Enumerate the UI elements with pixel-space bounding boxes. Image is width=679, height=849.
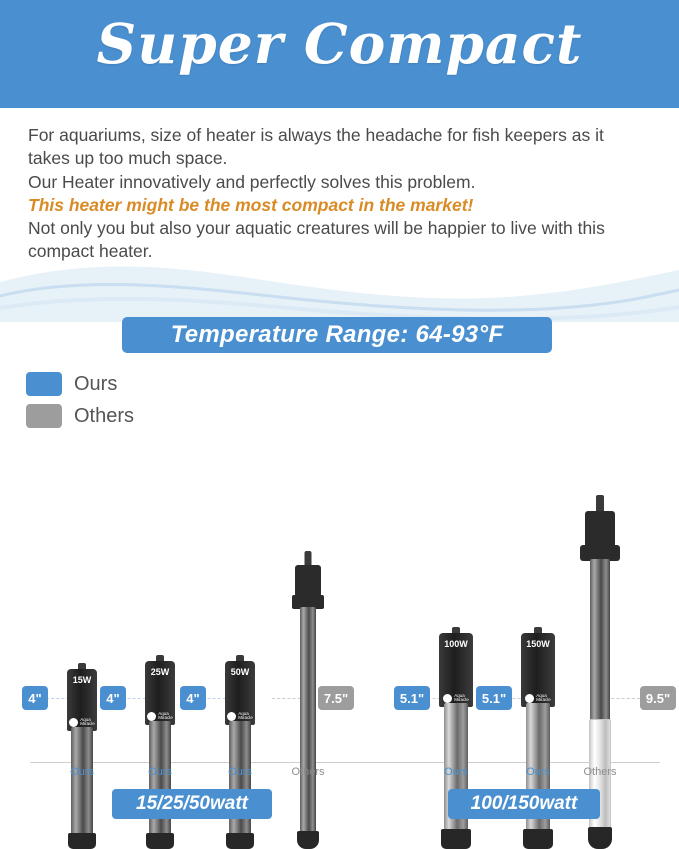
heater-foot-others-small: [297, 831, 319, 849]
brand-text: Aqua Miracle: [536, 692, 551, 703]
page-title: Super Compact: [96, 11, 583, 76]
brand-logo-icon: [147, 712, 156, 721]
heater-head-50w: [225, 661, 255, 725]
heater-cap-others-large: [585, 511, 615, 549]
brand-mark: [145, 712, 175, 721]
heater-25w: [140, 655, 180, 849]
brand-mark: [67, 718, 97, 727]
caption-50w: Ours: [228, 766, 252, 778]
dimension-badge-others-small: 7.5": [318, 686, 354, 710]
heater-15w: [62, 663, 102, 849]
heater-head-100w: [439, 633, 473, 707]
brand-text: Aqua Miracle: [454, 692, 469, 703]
brand-text: Aqua Miracle: [238, 710, 253, 721]
intro-line-2: takes up too much space.: [28, 148, 228, 169]
brand-logo-icon: [443, 694, 452, 703]
caption-15w: Ours: [70, 766, 94, 778]
heater-50w: [220, 655, 260, 849]
group-label-small: 15/25/50watt: [112, 789, 272, 819]
brand-logo-icon: [69, 718, 78, 727]
brand-mark: [439, 694, 473, 703]
heater-cap-others-small: [295, 565, 321, 597]
dimension-badge-others-large: 9.5": [640, 686, 676, 710]
intro-line-4: Not only you but also your aquatic creatures will be happier to live with this: [28, 218, 605, 239]
heater-foot-50w: [226, 833, 254, 849]
group-label-large: 100/150watt: [448, 789, 600, 819]
legend-label-ours: Ours: [74, 372, 118, 395]
brand-logo-icon: [525, 694, 534, 703]
intro-highlight: This heater might be the most compact in the market!: [28, 194, 474, 215]
caption-25w: Ours: [148, 766, 172, 778]
dimension-badge-15w: 4": [22, 686, 48, 710]
brand-text: Aqua Miracle: [158, 710, 173, 721]
heater-foot-25w: [146, 833, 174, 849]
dimension-badge-25w: 4": [100, 686, 126, 710]
watt-label-150w: 150W: [526, 639, 550, 649]
brand-mark: [225, 712, 255, 721]
heater-head-150w: [521, 633, 555, 707]
heater-tube-25w: [149, 721, 171, 837]
heater-foot-15w: [68, 833, 96, 849]
intro-line-1: For aquariums, size of heater is always the headache for fish keepers as it: [28, 125, 604, 145]
temperature-range-badge: Temperature Range: 64-93°F: [122, 317, 552, 353]
heater-tube-15w: [71, 727, 93, 837]
heater-foot-100w: [441, 829, 471, 849]
caption-150w: Ours: [526, 766, 550, 778]
intro-line-3: Our Heater innovatively and perfectly solves this problem.: [28, 171, 476, 192]
watt-label-100w: 100W: [444, 639, 468, 649]
heater-head-25w: [145, 661, 175, 725]
dimension-badge-100w: 5.1": [394, 686, 430, 710]
heater-foot-150w: [523, 829, 553, 849]
heater-tube-others-small: [300, 607, 316, 835]
heater-tube-upper-others-large: [590, 559, 610, 723]
watt-label-25w: 25W: [150, 667, 170, 677]
watt-label-15w: 15W: [72, 675, 92, 685]
brand-text: Aqua Miracle: [80, 716, 95, 727]
brand-logo-icon: [227, 712, 236, 721]
brand-mark: [521, 694, 555, 703]
caption-others-large: Others: [583, 766, 617, 778]
caption-100w: Ours: [444, 766, 468, 778]
watt-label-50w: 50W: [230, 667, 250, 677]
legend-label-others: Others: [74, 404, 135, 427]
caption-others-small: Others: [291, 766, 325, 778]
dimension-badge-150w: 5.1": [476, 686, 512, 710]
heater-foot-others-large: [588, 827, 612, 849]
heater-head-15w: [67, 669, 97, 731]
dimension-badge-50w: 4": [180, 686, 206, 710]
chart-baseline: [30, 762, 660, 763]
heater-tube-50w: [229, 721, 251, 837]
intro-line-5: compact heater.: [28, 241, 153, 262]
